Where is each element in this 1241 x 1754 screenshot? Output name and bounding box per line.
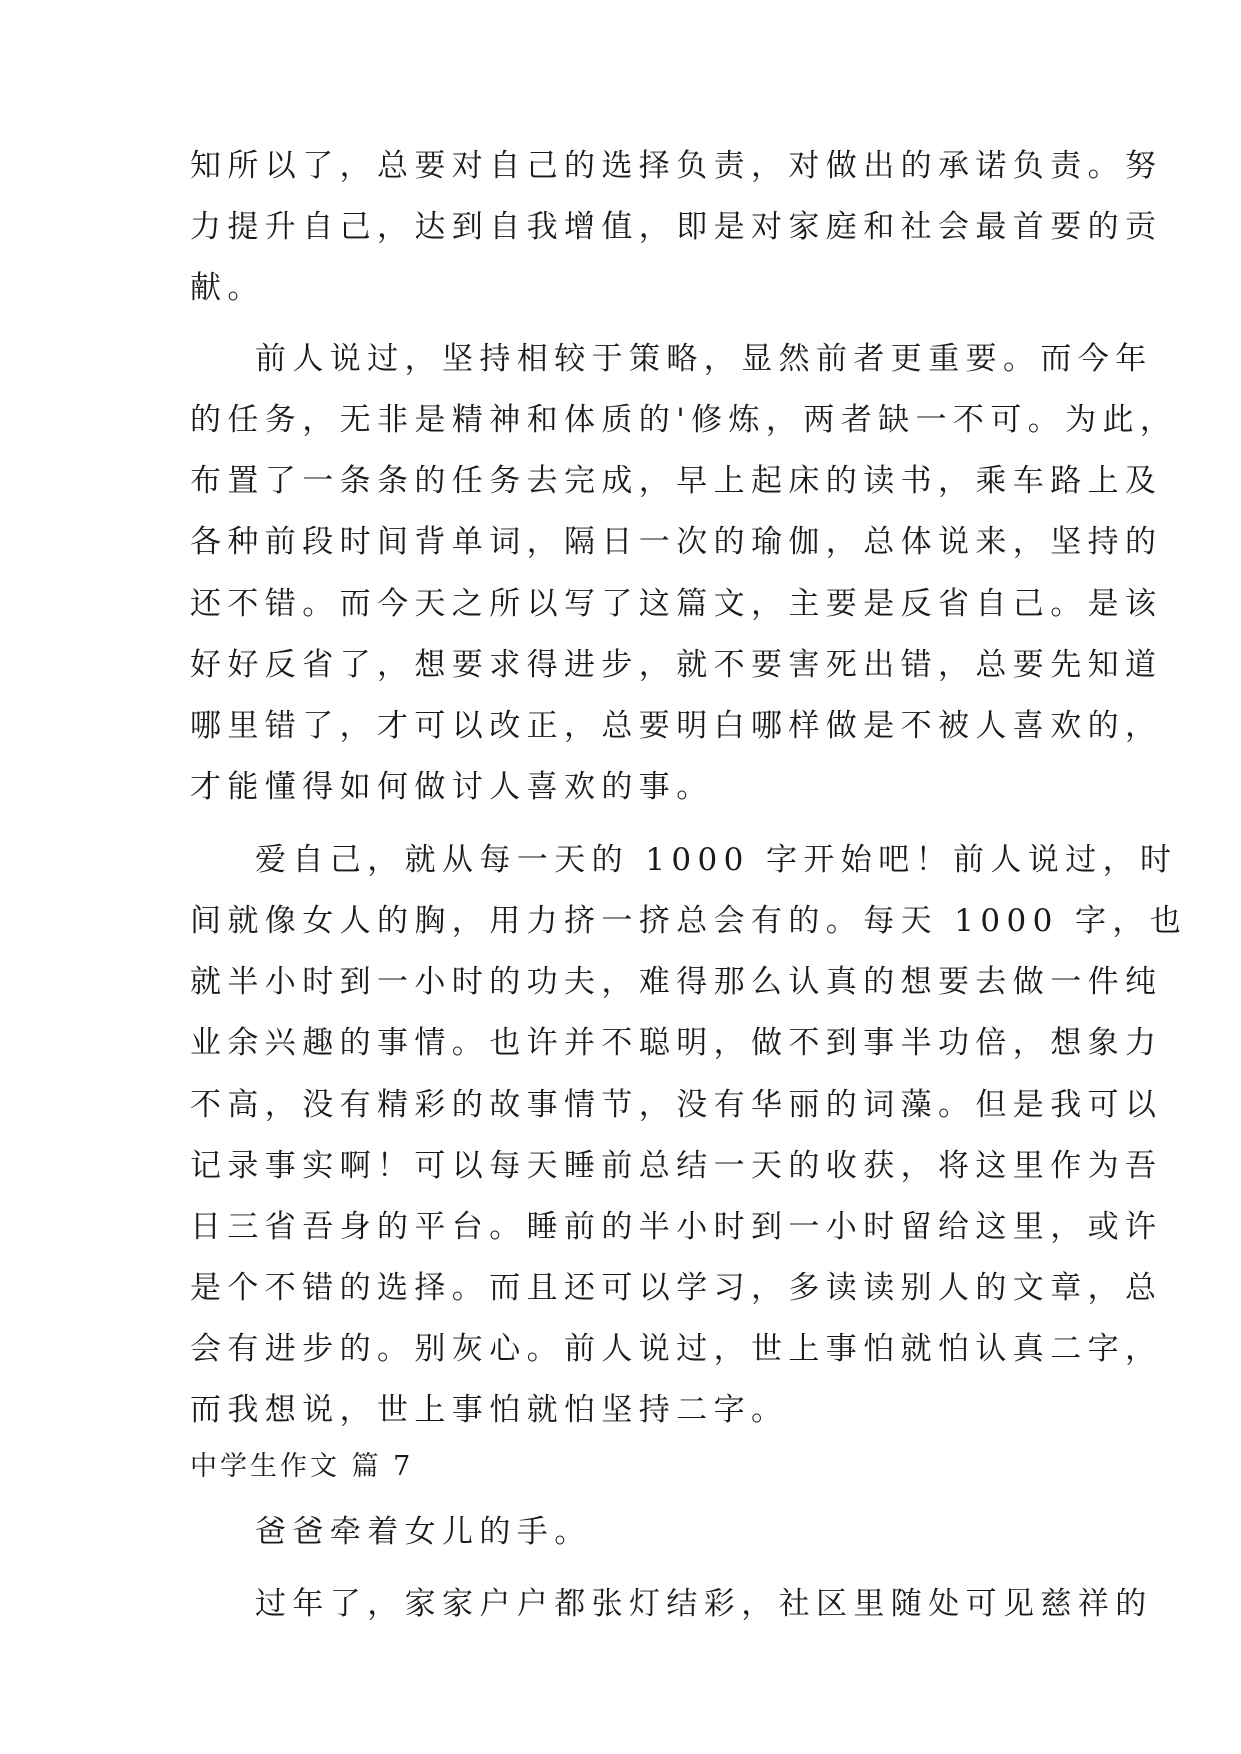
paragraph-line: 而我想说，世上事怕就怕坚持二字。	[190, 1392, 789, 1428]
section-heading: 中学生作文 篇 7	[190, 1451, 414, 1482]
paragraph-line: 爱自己，就从每一天的 1000 字开始吧！前人说过，时	[255, 842, 1178, 878]
paragraph-line: 还不错。而今天之所以写了这篇文，主要是反省自己。是该	[190, 586, 1163, 622]
paragraph-line: 记录事实啊！可以每天睡前总结一天的收获，将这里作为吾	[190, 1148, 1163, 1184]
paragraph-line: 的任务，无非是精神和体质的'修炼，两者缺一不可。为此，	[190, 402, 1178, 438]
paragraph-line: 前人说过，坚持相较于策略，显然前者更重要。而今年	[255, 341, 1153, 377]
paragraph-line: 过年了，家家户户都张灯结彩，社区里随处可见慈祥的	[255, 1586, 1153, 1622]
paragraph-line: 布置了一条条的任务去完成，早上起床的读书，乘车路上及	[190, 463, 1163, 499]
paragraph-line: 哪里错了，才可以改正，总要明白哪样做是不被人喜欢的，	[190, 708, 1163, 744]
paragraph-line: 才能懂得如何做讨人喜欢的事。	[190, 769, 714, 805]
paragraph-line: 力提升自己，达到自我增值，即是对家庭和社会最首要的贡	[190, 209, 1163, 245]
paragraph-line: 日三省吾身的平台。睡前的半小时到一小时留给这里，或许	[190, 1209, 1163, 1245]
paragraph-line: 好好反省了，想要求得进步，就不要害死出错，总要先知道	[190, 647, 1163, 683]
paragraph-line: 会有进步的。别灰心。前人说过，世上事怕就怕认真二字，	[190, 1331, 1163, 1367]
paragraph-line: 爸爸牵着女儿的手。	[255, 1514, 592, 1550]
paragraph-line: 间就像女人的胸，用力挤一挤总会有的。每天 1000 字，也	[190, 903, 1188, 939]
paragraph-line: 知所以了，总要对自己的选择负责，对做出的承诺负责。努	[190, 148, 1163, 184]
paragraph-line: 献。	[190, 270, 265, 306]
paragraph-line: 不高，没有精彩的故事情节，没有华丽的词藻。但是我可以	[190, 1087, 1163, 1123]
paragraph-line: 是个不错的选择。而且还可以学习，多读读别人的文章，总	[190, 1270, 1163, 1306]
paragraph-line: 业余兴趣的事情。也许并不聪明，做不到事半功倍，想象力	[190, 1025, 1163, 1061]
paragraph-line: 各种前段时间背单词，隔日一次的瑜伽，总体说来，坚持的	[190, 524, 1163, 560]
paragraph-line: 就半小时到一小时的功夫，难得那么认真的想要去做一件纯	[190, 964, 1163, 1000]
